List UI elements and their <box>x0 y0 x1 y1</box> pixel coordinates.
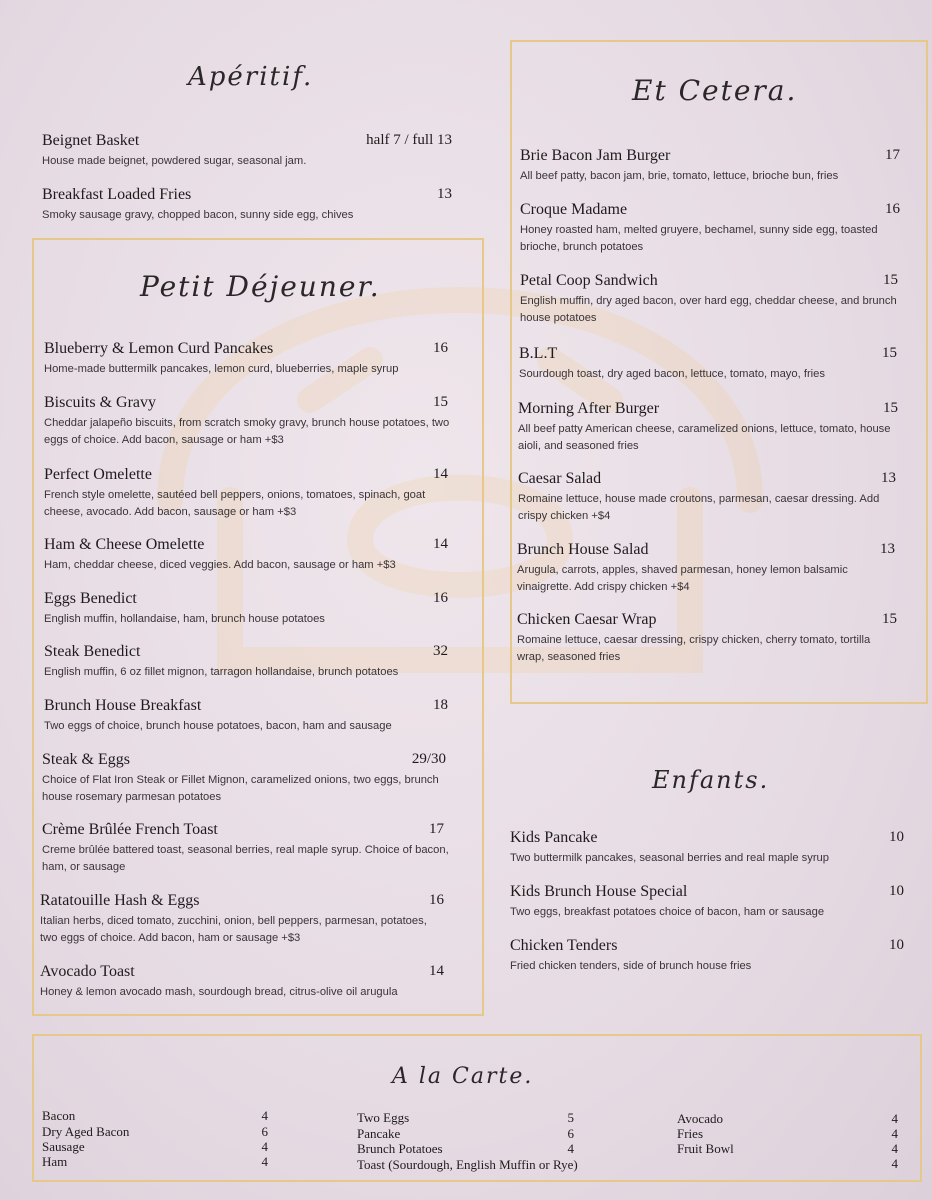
item-price: 14 <box>429 963 444 979</box>
item-price: 17 <box>429 821 444 837</box>
a-la-carte-title: A la Carte. <box>392 1064 534 1089</box>
item-name: Blueberry & Lemon Curd Pancakes <box>44 340 274 357</box>
ala-carte-item-price: 4 <box>261 1154 268 1169</box>
item-price: 15 <box>883 400 898 416</box>
item-name: Eggs Benedict <box>44 590 137 607</box>
petit-item-9 <box>40 892 444 947</box>
petit-item-6 <box>44 697 448 735</box>
ala-carte-item-price: 5 <box>567 1110 574 1125</box>
item-price: 29/30 <box>411 751 446 767</box>
etc-item-0 <box>520 147 900 185</box>
petit-item-3 <box>44 536 448 574</box>
item-price: 17 <box>885 147 900 163</box>
item-description: Creme brûlée battered toast, seasonal berries, real maple syrup. Choice of bacon, ham, or sausage <box>42 844 449 873</box>
petit-item-10 <box>40 963 444 1001</box>
ala-carte-item-price: 6 <box>261 1124 268 1139</box>
ala-carte-item-name: Bacon <box>42 1108 76 1123</box>
ala-carte-item-name: Sausage <box>42 1139 85 1154</box>
item-description: Smoky sausage gravy, chopped bacon, sunny side egg, chives <box>42 209 354 221</box>
ala-carte-item-price: 4 <box>891 1156 898 1171</box>
ala-carte-item-name: Brunch Potatoes <box>357 1141 443 1156</box>
item-description: Sourdough toast, dry aged bacon, lettuce, tomato, mayo, fries <box>519 368 825 380</box>
item-name: Kids Brunch House Special <box>510 883 688 900</box>
etc-item-3 <box>519 345 899 383</box>
item-price: 10 <box>889 883 904 899</box>
item-description: Romaine lettuce, caesar dressing, crispy chicken, cherry tomato, tortilla wrap, seasoned fries <box>517 634 871 663</box>
item-description: All beef patty, bacon jam, brie, tomato, lettuce, brioche bun, fries <box>520 170 839 182</box>
item-price: 32 <box>433 643 448 659</box>
etc-item-6 <box>517 541 897 596</box>
aperitif-title: Apéritif. <box>188 62 314 92</box>
item-price: half 7 / full 13 <box>366 132 452 148</box>
petit-item-5 <box>44 643 448 681</box>
ala-carte-item-price: 4 <box>567 1141 574 1156</box>
item-price: 15 <box>882 345 897 361</box>
item-description: Honey roasted ham, melted gruyere, bechamel, sunny side egg, toasted brioche, brunch potatoes <box>520 224 878 253</box>
ala-carte-item-name: Pancake <box>357 1126 401 1141</box>
item-name: Caesar Salad <box>518 470 602 487</box>
etc-item-7 <box>517 611 899 666</box>
etc-item-2 <box>520 272 900 327</box>
item-name: Ratatouille Hash & Eggs <box>40 892 200 909</box>
ala-carte-item-name: Avocado <box>677 1111 723 1126</box>
ala-carte-item-name: Toast (Sourdough, English Muffin or Rye) <box>357 1157 578 1172</box>
petit-item-7 <box>42 751 456 806</box>
item-description: English muffin, dry aged bacon, over hard egg, cheddar cheese, and brunch house potatoes <box>520 295 897 324</box>
et-cetera-title: Et Cetera. <box>632 74 798 107</box>
item-description: Home-made buttermilk pancakes, lemon curd, blueberries, maple syrup <box>44 363 399 375</box>
item-name: Chicken Tenders <box>510 937 618 954</box>
ala-carte-item-name: Fruit Bowl <box>677 1141 734 1156</box>
item-description: Italian herbs, diced tomato, zucchini, onion, bell peppers, parmesan, potatoes, two eggs of choice. Add bacon, ham or sausage +$3 <box>40 915 427 944</box>
item-description: English muffin, 6 oz fillet mignon, tarragon hollandaise, brunch potatoes <box>44 666 399 678</box>
item-description: Romaine lettuce, house made croutons, parmesan, caesar dressing. Add crispy chicken +$4 <box>518 493 880 522</box>
ala-carte-item-price: 4 <box>891 1111 898 1126</box>
ala-carte-item-name: Ham <box>42 1154 68 1169</box>
item-name: Steak Benedict <box>44 643 141 660</box>
item-name: Steak & Eggs <box>42 751 130 768</box>
item-price: 14 <box>433 536 448 552</box>
item-price: 10 <box>889 937 904 953</box>
item-name: Breakfast Loaded Fries <box>42 186 192 203</box>
etc-item-5 <box>518 470 898 525</box>
ala-carte-item-price: 4 <box>261 1108 268 1123</box>
item-name: Ham & Cheese Omelette <box>44 536 205 553</box>
item-description: Two eggs of choice, brunch house potatoes, bacon, ham and sausage <box>44 720 392 732</box>
item-name: Petal Coop Sandwich <box>520 272 658 289</box>
item-price: 13 <box>881 470 896 486</box>
enfants-item-1 <box>510 883 904 921</box>
ala-carte-item-name: Fries <box>677 1126 703 1141</box>
item-price: 10 <box>889 829 904 845</box>
enfants-item-2 <box>510 937 904 975</box>
petit-item-0 <box>44 340 448 378</box>
item-description: Arugula, carrots, apples, shaved parmesan, honey lemon balsamic vinaigrette. Add crispy chicken +$4 <box>517 564 848 593</box>
item-name: Morning After Burger <box>518 400 660 417</box>
item-name: Perfect Omelette <box>44 466 152 483</box>
ala-carte-item-price: 6 <box>567 1126 574 1141</box>
item-name: Avocado Toast <box>40 963 135 980</box>
item-name: Biscuits & Gravy <box>44 394 156 411</box>
enfants-title: Enfants. <box>652 766 770 794</box>
item-description: House made beignet, powdered sugar, seasonal jam. <box>42 155 307 167</box>
item-price: 16 <box>429 892 444 908</box>
item-price: 15 <box>433 394 448 410</box>
petit-item-1 <box>44 394 456 449</box>
item-price: 18 <box>433 697 448 713</box>
item-name: Brunch House Breakfast <box>44 697 202 714</box>
item-price: 13 <box>437 186 452 202</box>
petit-dejeuner-title: Petit Déjeuner. <box>140 270 381 303</box>
item-name: Beignet Basket <box>42 132 140 149</box>
petit-item-8 <box>42 821 460 876</box>
item-description: Fried chicken tenders, side of brunch house fries <box>510 960 752 972</box>
item-name: Brie Bacon Jam Burger <box>520 147 671 164</box>
aperitif-item-loaded-fries <box>42 186 452 224</box>
ala-carte-item-name: Dry Aged Bacon <box>42 1124 130 1139</box>
item-description: Ham, cheddar cheese, diced veggies. Add bacon, sausage or ham +$3 <box>44 559 396 571</box>
item-description: French style omelette, sautéed bell peppers, onions, tomatoes, spinach, goat cheese, avocado. Add bacon, sausage or ham +$3 <box>44 489 426 518</box>
item-price: 15 <box>883 272 898 288</box>
item-name: Chicken Caesar Wrap <box>517 611 657 628</box>
item-description: English muffin, hollandaise, ham, brunch house potatoes <box>44 613 325 625</box>
item-description: Cheddar jalapeño biscuits, from scratch smoky gravy, brunch house potatoes, two eggs of choice. Add bacon, sausage or ham +$3 <box>44 417 450 446</box>
item-description: Two buttermilk pancakes, seasonal berries and real maple syrup <box>510 852 830 864</box>
etc-item-4 <box>518 400 900 455</box>
item-price: 16 <box>433 590 448 606</box>
item-description: Honey & lemon avocado mash, sourdough bread, citrus-olive oil arugula <box>40 986 398 998</box>
item-description: Choice of Flat Iron Steak or Fillet Mignon, caramelized onions, two eggs, brunch house rosemary parmesan potatoes <box>42 774 439 803</box>
item-price: 15 <box>882 611 897 627</box>
item-name: Brunch House Salad <box>517 541 649 558</box>
petit-item-2 <box>44 466 456 521</box>
item-name: B.L.T <box>519 345 558 362</box>
item-price: 16 <box>433 340 448 356</box>
item-description: All beef patty American cheese, caramelized onions, lettuce, tomato, house aioli, and seasoned fries <box>518 423 891 452</box>
item-price: 16 <box>885 201 900 217</box>
item-name: Croque Madame <box>520 201 628 218</box>
item-price: 14 <box>433 466 448 482</box>
item-name: Crème Brûlée French Toast <box>42 821 218 838</box>
ala-carte-item-price: 4 <box>891 1126 898 1141</box>
aperitif-item-beignet <box>42 132 452 170</box>
item-name: Kids Pancake <box>510 829 598 846</box>
petit-item-4 <box>44 590 448 628</box>
ala-carte-item-price: 4 <box>891 1141 898 1156</box>
etc-item-1 <box>520 201 900 256</box>
ala-carte-item-price: 4 <box>261 1139 268 1154</box>
item-description: Two eggs, breakfast potatoes choice of bacon, ham or sausage <box>510 906 825 918</box>
enfants-item-0 <box>510 829 904 867</box>
ala-carte-item-name: Two Eggs <box>357 1110 410 1125</box>
item-price: 13 <box>880 541 895 557</box>
